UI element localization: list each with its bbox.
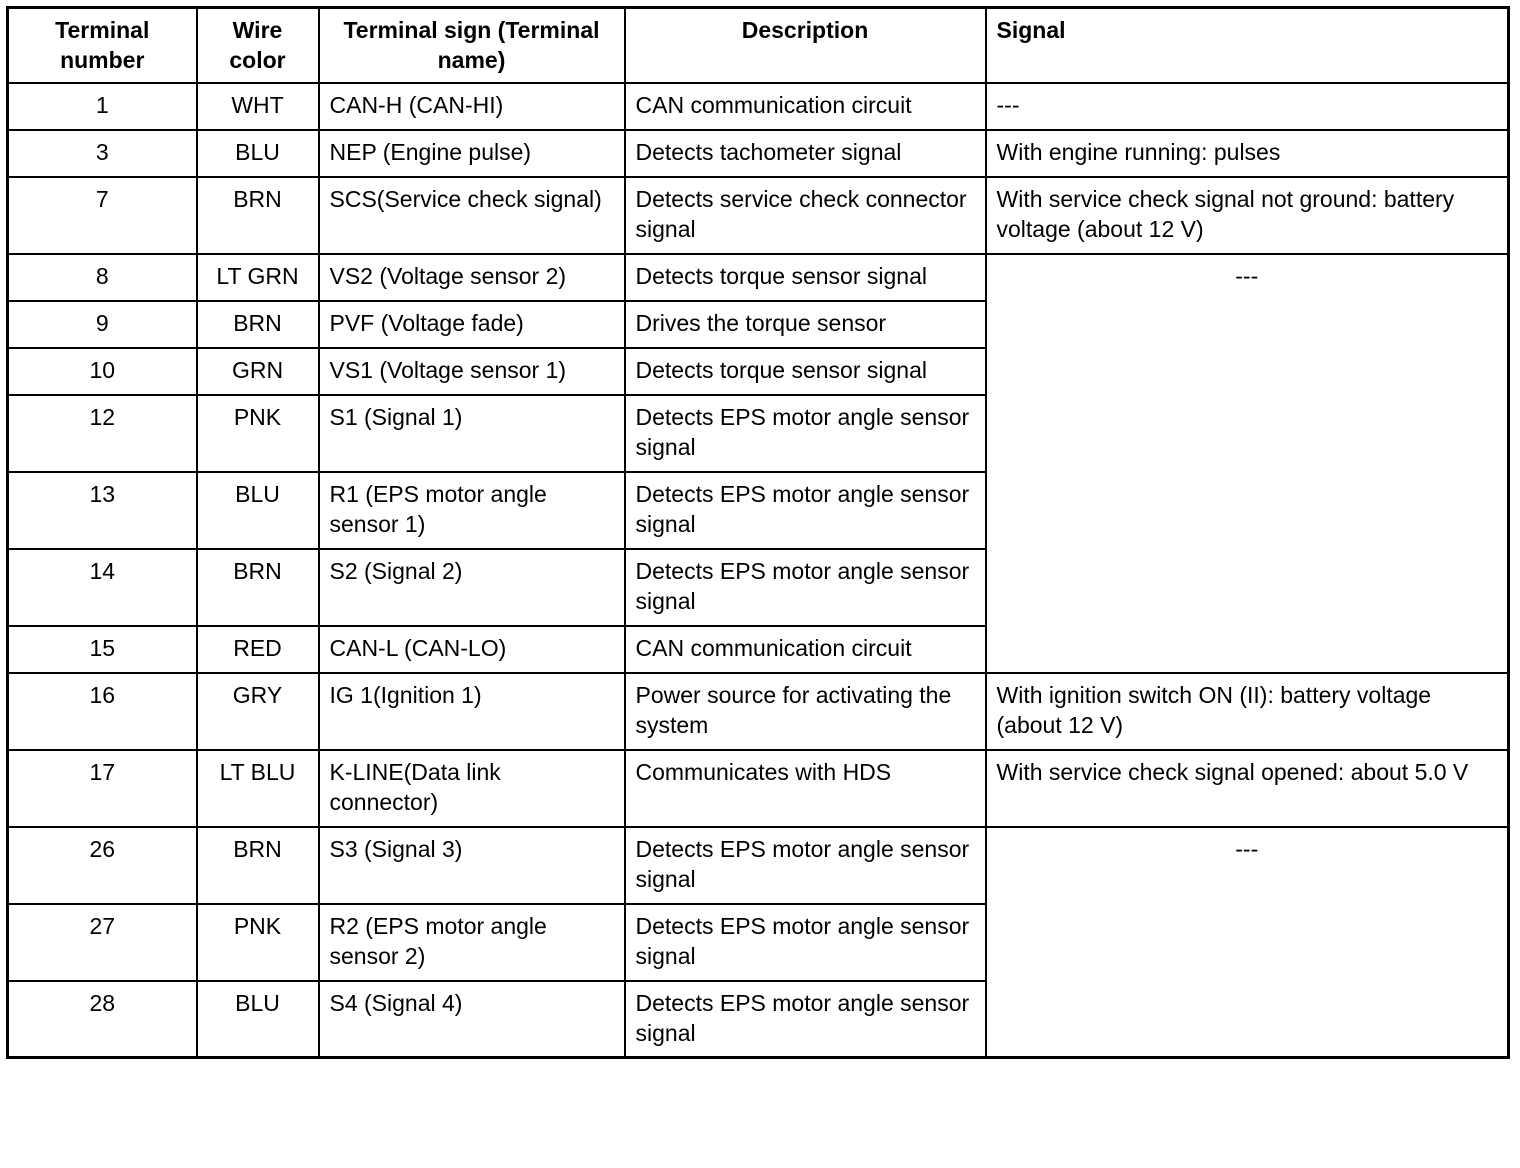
description: Detects EPS motor angle sensor signal [625,981,986,1058]
table-row [8,83,1509,130]
signal: --- [986,254,1509,673]
header-terminal-number: Terminal number [8,8,197,83]
terminal-sign: VS1 (Voltage sensor 1) [319,348,625,395]
terminal-sign: CAN-L (CAN-LO) [319,626,625,673]
header-row [8,8,1509,83]
description: Detects EPS motor angle sensor signal [625,549,986,626]
description: Power source for activating the system [625,673,986,750]
signal: With service check signal not ground: battery voltage (about 12 V) [986,177,1509,254]
wire-color: BRN [197,177,319,254]
description: Detects service check connector signal [625,177,986,254]
wire-color: BRN [197,301,319,348]
terminal-sign: NEP (Engine pulse) [319,130,625,177]
wire-color: RED [197,626,319,673]
signal: --- [986,83,1509,130]
description: Detects EPS motor angle sensor signal [625,827,986,904]
terminal-sign: SCS(Service check signal) [319,177,625,254]
terminal-number: 16 [8,673,197,750]
terminal-number: 9 [8,301,197,348]
terminal-number: 1 [8,83,197,130]
header-wire-color: Wire color [197,8,319,83]
terminal-sign: R1 (EPS motor angle sensor 1) [319,472,625,549]
signal: With engine running: pulses [986,130,1509,177]
terminal-number: 15 [8,626,197,673]
table-row [8,673,1509,750]
terminal-number: 26 [8,827,197,904]
wire-color: BRN [197,827,319,904]
description: Detects EPS motor angle sensor signal [625,395,986,472]
header-description: Description [625,8,986,83]
description: Detects torque sensor signal [625,348,986,395]
description: CAN communication circuit [625,626,986,673]
wire-color: LT GRN [197,254,319,301]
description: Detects tachometer signal [625,130,986,177]
terminal-number: 3 [8,130,197,177]
wire-color: BLU [197,981,319,1058]
terminal-number: 10 [8,348,197,395]
table-row [8,750,1509,827]
wire-color: PNK [197,904,319,981]
table-row [8,130,1509,177]
terminal-table [6,6,1510,1059]
wire-color: PNK [197,395,319,472]
terminal-sign: IG 1(Ignition 1) [319,673,625,750]
description: Detects EPS motor angle sensor signal [625,472,986,549]
description: Detects torque sensor signal [625,254,986,301]
terminal-number: 14 [8,549,197,626]
signal: With ignition switch ON (II): battery voltage (about 12 V) [986,673,1509,750]
header-signal: Signal [986,8,1509,83]
terminal-sign: PVF (Voltage fade) [319,301,625,348]
wire-color: WHT [197,83,319,130]
terminal-sign: S4 (Signal 4) [319,981,625,1058]
terminal-number: 17 [8,750,197,827]
terminal-number: 7 [8,177,197,254]
description: Drives the torque sensor [625,301,986,348]
wire-color: BLU [197,472,319,549]
terminal-number: 27 [8,904,197,981]
wire-color: GRY [197,673,319,750]
header-terminal-sign: Terminal sign (Terminal name) [319,8,625,83]
terminal-sign: R2 (EPS motor angle sensor 2) [319,904,625,981]
description: Communicates with HDS [625,750,986,827]
wire-color: GRN [197,348,319,395]
terminal-number: 28 [8,981,197,1058]
terminal-sign: CAN-H (CAN-HI) [319,83,625,130]
signal: --- [986,827,1509,1058]
table-row [8,254,1509,301]
terminal-number: 8 [8,254,197,301]
table-row [8,827,1509,904]
terminal-sign: S3 (Signal 3) [319,827,625,904]
terminal-sign: S2 (Signal 2) [319,549,625,626]
terminal-sign: VS2 (Voltage sensor 2) [319,254,625,301]
wire-color: BLU [197,130,319,177]
description: Detects EPS motor angle sensor signal [625,904,986,981]
wire-color: LT BLU [197,750,319,827]
table-row [8,177,1509,254]
description: CAN communication circuit [625,83,986,130]
terminal-number: 13 [8,472,197,549]
terminal-number: 12 [8,395,197,472]
terminal-sign: S1 (Signal 1) [319,395,625,472]
terminal-sign: K-LINE(Data link connector) [319,750,625,827]
wire-color: BRN [197,549,319,626]
signal: With service check signal opened: about 5.0 V [986,750,1509,827]
